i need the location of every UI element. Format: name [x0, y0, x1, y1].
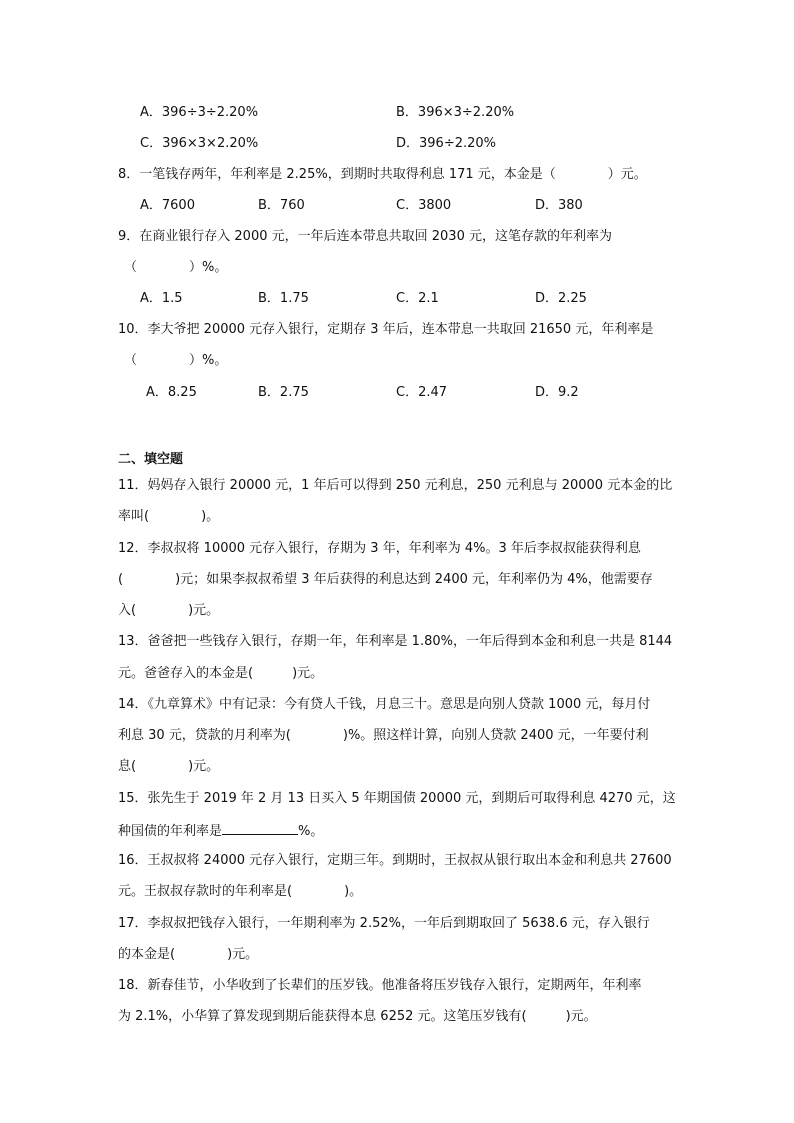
q9-option-b: B．1.75 — [258, 291, 309, 306]
q16-line2: 元。王叔叔存款时的年利率是( )。 — [118, 884, 363, 899]
q12-line3: 入( )元。 — [118, 603, 220, 618]
q12-line2: ( )元；如果李叔叔希望 3 年后获得的利息达到 2400 元，年利率仍为 4%，他需要存 — [118, 572, 653, 587]
q7-option-c: C．396×3×2.20% — [140, 136, 259, 151]
q12-line1: 12．李叔叔将 10000 元存入银行，存期为 3 年，年利率为 4%。3 年后李叔叔能获得利息 — [118, 541, 641, 556]
q15-answer-blank[interactable] — [222, 820, 298, 835]
q14-line2: 利息 30 元，贷款的月利率为( )%。照这样计算，向别人贷款 2400 元，一年要付利 — [118, 728, 649, 743]
q9-option-c: C．2.1 — [396, 291, 439, 306]
q13-line1: 13．爸爸把一些钱存入银行，存期一年，年利率是 1.80%，一年后得到本金和利息一共是 8144 — [118, 634, 673, 649]
q16-line1: 16．王叔叔将 24000 元存入银行，定期三年。到期时，王叔叔从银行取出本金和利息共 27600 — [118, 853, 672, 868]
q17-line1: 17．李叔叔把钱存入银行，一年期利率为 2.52%，一年后到期取回了 5638.6 元，存入银行 — [118, 916, 650, 931]
q9-option-d: D．2.25 — [535, 291, 587, 306]
q7-option-a: A．396÷3÷2.20% — [140, 105, 259, 120]
q11-line1: 11．妈妈存入银行 20000 元，1 年后可以得到 250 元利息，250 元利息与 20000 元本金的比 — [118, 478, 673, 493]
q8-option-c: C．3800 — [396, 198, 452, 213]
q9-line2: （ ）%。 — [124, 260, 228, 275]
q8-option-d: D．380 — [535, 198, 583, 213]
q10-line1: 10．李大爷把 20000 元存入银行，定期存 3 年后，连本带息一共取回 21650 元，年利率是 — [118, 322, 654, 337]
q18-line1: 18．新春佳节，小华收到了长辈们的压岁钱。他准备将压岁钱存入银行，定期两年，年利率 — [118, 978, 642, 993]
q10-option-a: A．8.25 — [146, 385, 197, 400]
q7-option-b: B．396×3÷2.20% — [396, 105, 515, 120]
section-heading-fill-blank: 二、填空题 — [118, 452, 184, 467]
q10-line2: （ ）%。 — [124, 353, 228, 368]
q17-line2: 的本金是( )元。 — [118, 947, 259, 962]
q7-option-d: D．396÷2.20% — [396, 136, 497, 151]
q13-line2: 元。爸爸存入的本金是( )元。 — [118, 666, 324, 681]
q14-line1: 14．《九章算术》中有记录：今有贷人千钱，月息三十。意思是向别人贷款 1000 元，每月付 — [118, 697, 651, 712]
q15-line2-unit: %。 — [298, 824, 324, 839]
q9-line1: 9．在商业银行存入 2000 元，一年后连本带息共取回 2030 元，这笔存款的年利率为 — [118, 229, 612, 244]
q8-text: 8．一笔钱存两年，年利率是 2.25%，到期时共取得利息 171 元，本金是（ ）元。 — [118, 167, 647, 182]
q15-line2 — [118, 820, 323, 842]
q10-option-c: C．2.47 — [396, 385, 448, 400]
q15-line2-text: 种国债的年利率是 — [118, 824, 223, 839]
q14-line3: 息( )元。 — [118, 759, 220, 774]
q8-option-a: A．7600 — [140, 198, 195, 213]
q18-line2: 为 2.1%，小华算了算发现到期后能获得本息 6252 元。这笔压岁钱有( )元。 — [118, 1009, 597, 1024]
q15-line1: 15．张先生于 2019 年 2 月 13 日买入 5 年期国债 20000 元，到期后可取得利息 4270 元，这 — [118, 791, 676, 806]
q10-option-b: B．2.75 — [258, 385, 309, 400]
q11-line2: 率叫( )。 — [118, 509, 220, 524]
q10-option-d: D．9.2 — [535, 385, 579, 400]
q9-option-a: A．1.5 — [140, 291, 183, 306]
q8-option-b: B．760 — [258, 198, 305, 213]
